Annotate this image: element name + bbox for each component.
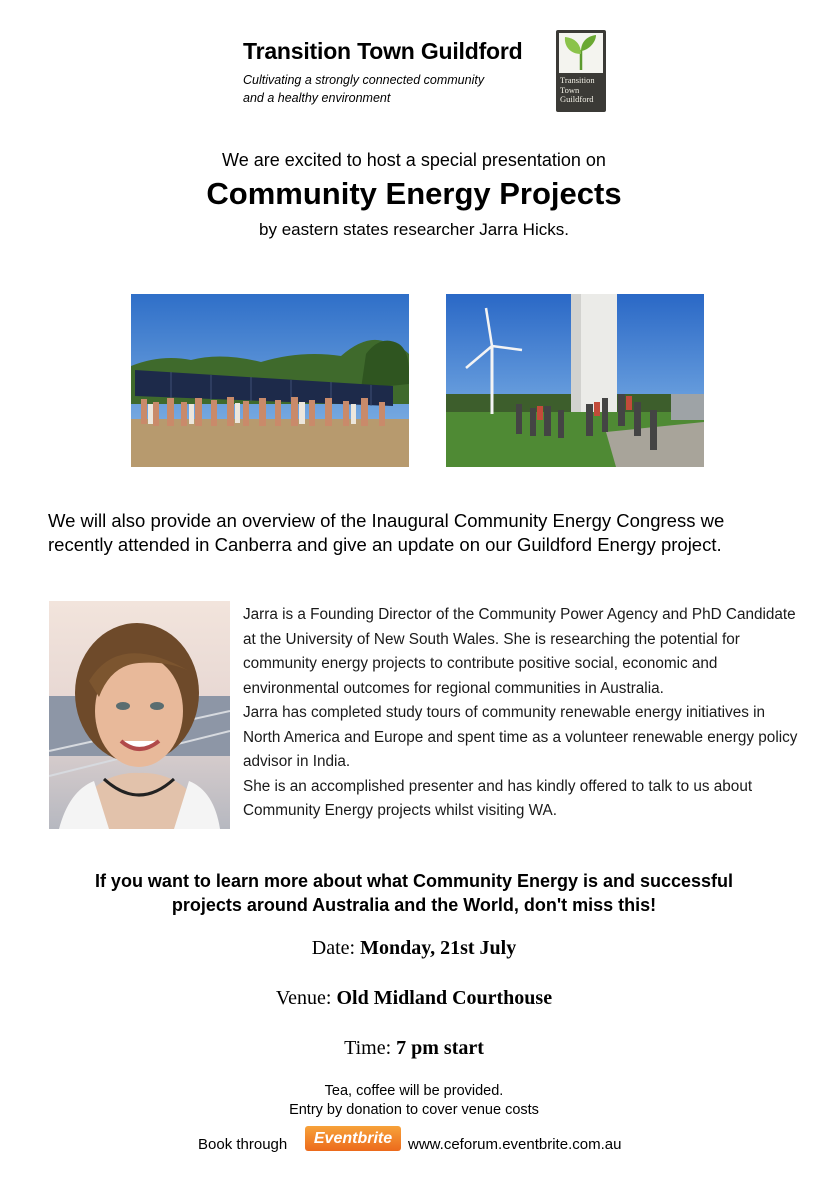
presenter-byline: by eastern states researcher Jarra Hicks. [259, 220, 569, 239]
time-value: 7 pm start [396, 1037, 484, 1059]
tagline-line-2: and a healthy environment [243, 91, 391, 105]
eventbrite-badge[interactable]: Eventbrite [305, 1126, 401, 1151]
date-value: Monday, 21st July [360, 937, 517, 959]
event-time [0, 1037, 828, 1060]
bio-paragraph: Jarra has completed study tours of community renewable energy initiatives in North America and Europe and spent time as a volunteer renewable energy policy advisor in India. [243, 704, 798, 770]
booking-url-link[interactable]: www.ceforum.eventbrite.com.au [408, 1136, 622, 1153]
refreshments-note: Tea, coffee will be provided. [324, 1083, 504, 1099]
org-name: Transition Town Guildford [243, 38, 523, 64]
venue-label: Venue: [275, 987, 337, 1009]
presenter-bio [243, 603, 803, 824]
logo-wordmark: Transition Town Guildford [560, 75, 595, 104]
booking-label: Book through [198, 1136, 288, 1153]
callout-line-2: projects around Australia and the World, don't miss this! [171, 895, 657, 915]
wind-turbine-photo [446, 294, 704, 467]
date-label: Date: [311, 937, 361, 959]
call-to-action [0, 869, 828, 917]
event-title: Community Energy Projects [206, 176, 622, 211]
intro-lead: We are excited to host a special presentation on [222, 150, 606, 170]
event-venue [0, 987, 828, 1010]
tagline-line-1: Cultivating a strongly connected community [243, 73, 485, 87]
callout-line-1: If you want to learn more about what Community Energy is and successful [94, 871, 734, 891]
entry-note: Entry by donation to cover venue costs [289, 1102, 539, 1118]
org-tagline [243, 71, 484, 107]
solar-farm-photo [131, 294, 409, 467]
overview-paragraph: We will also provide an overview of the Inaugural Community Energy Congress we recently attended in Canberra and give an update on our Guildford Energy project. [48, 510, 725, 555]
org-logo [556, 30, 606, 112]
bio-paragraph: She is an accomplished presenter and has kindly offered to talk to us about Community Energy projects whilst visiting WA. [243, 777, 753, 819]
bio-paragraph: Jarra is a Founding Director of the Community Power Agency and PhD Candidate at the University of New South Wales. She is researching the potential for community energy projects to contribute positive social, economic and environmental outcomes for regional communities in Australia. [243, 606, 796, 697]
venue-value: Old Midland Courthouse [336, 987, 553, 1009]
sprout-icon [556, 30, 606, 76]
event-date [0, 937, 828, 960]
time-label: Time: [344, 1037, 397, 1059]
presenter-portrait [49, 601, 230, 829]
